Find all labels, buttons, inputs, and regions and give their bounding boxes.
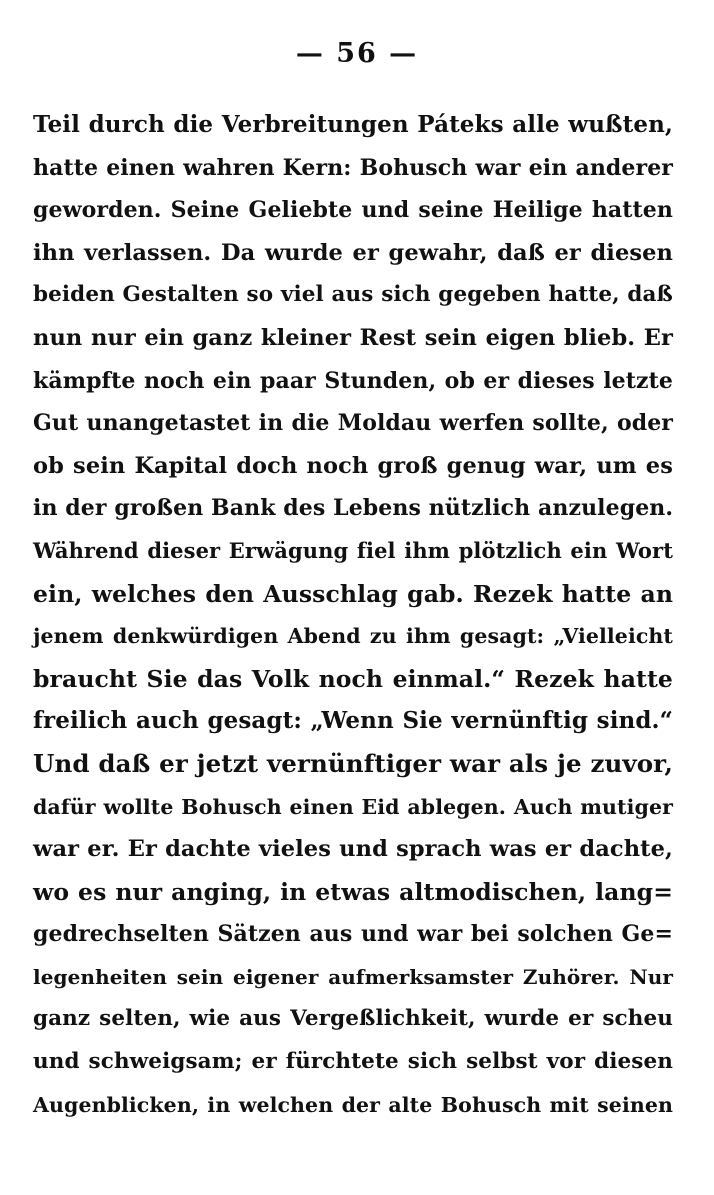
text-line: braucht Sie das Volk noch einmal.“ Rezek hatte [33, 664, 673, 693]
text-line: Gut unangetastet in die Moldau werfen sollte, oder [33, 410, 673, 437]
text-line: ein, welches den Ausschlag gab. Rezek hatte an [33, 579, 673, 608]
text-line: Augenblicken, in welchen der alte Bohusch mit seinen [33, 1092, 673, 1117]
body-text [33, 104, 673, 1126]
text-line: Teil durch die Verbreitungen Páteks alle wußten, [33, 111, 673, 138]
text-line: hatte einen wahren Kern: Bohusch war ein anderer [33, 154, 673, 181]
text-line: wo es nur anging, in etwas altmodischen, lang= [33, 877, 673, 906]
text-line: und schweigsam; er fürchtete sich selbst vor diesen [33, 1049, 673, 1075]
text-line: ganz selten, wie aus Vergeßlichkeit, wurde er scheu [33, 1006, 673, 1032]
text-line: in der großen Bank des Lebens nützlich anzulegen. [33, 495, 674, 522]
page-number: — 56 — [295, 38, 419, 69]
text-line: geworden. Seine Geliebte und seine Heilige hatten [33, 197, 673, 224]
text-line: ihn verlassen. Da wurde er gewahr, daß er diesen [33, 239, 673, 266]
text-line: kämpfte noch ein paar Stunden, ob er dieses letzte [33, 367, 673, 394]
text-line: Während dieser Erwägung fiel ihm plötzlich ein Wort [33, 537, 673, 563]
text-line: freilich auch gesagt: „Wenn Sie vernünftig sind.“ [33, 707, 673, 735]
text-line: legenheiten sein eigener aufmerksamster Zuhörer. Nur [33, 964, 673, 989]
text-line: ob sein Kapital doch noch groß genug war, um es [33, 452, 673, 479]
text-line: Und daß er jetzt vernünftiger war als je zuvor, [33, 748, 673, 778]
text-line: war er. Er dachte vieles und sprach was er dachte, [33, 836, 673, 863]
text-line: beiden Gestalten so viel aus sich gegeben hatte, daß [33, 282, 673, 308]
text-line: nun nur ein ganz kleiner Rest sein eigen blieb. Er [33, 324, 673, 351]
text-line: dafür wollte Bohusch einen Eid ablegen. Auch mutiger [33, 794, 673, 819]
text-line: gedrechselten Sätzen aus und war bei solchen Ge= [33, 921, 673, 948]
text-line: jenem denkwürdigen Abend zu ihm gesagt: „Vielleicht [33, 624, 673, 649]
